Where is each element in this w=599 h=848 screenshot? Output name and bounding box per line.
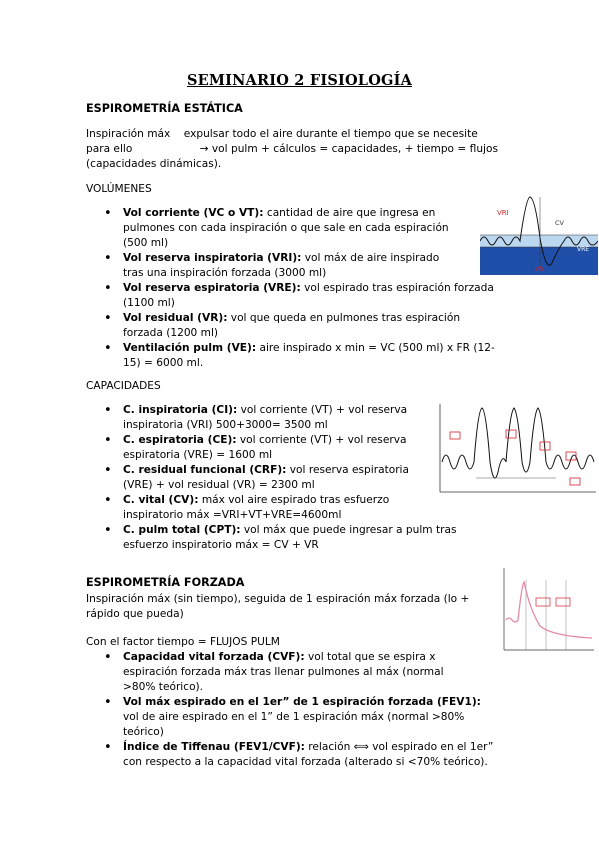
list-item: • Vol corriente (VC o VT): cantidad de aire que ingresa en pulmones con cada inspiración o que sale en cada espiración (500 ml) <box>86 206 516 251</box>
list-item: • Vol máx espirado en el 1er” de 1 espiración forzada (FEV1): vol de aire espirado en el 1” de 1 espiración máx (normal >80% teórico) <box>86 695 506 740</box>
fig1-label-cv: CV <box>555 219 564 227</box>
list-item: • C. residual funcional (CRF): vol reserva espiratoria (VRE) + vol residual (VR) = 2300 ml <box>86 463 436 493</box>
section-heading-forced: ESPIROMETRÍA FORZADA <box>86 576 245 589</box>
list-item: • Índice de Tiffenau (FEV1/CVF): relación ⟺ vol espirado en el 1er” con respecto a la capacidad vital forzada (alterado si <70% teórico). <box>86 740 506 770</box>
list-item: • C. espiratoria (CE): vol corriente (VT) + vol reserva espiratoria (VRE) = 1600 ml <box>86 433 436 463</box>
capacities-label: CAPACIDADES <box>86 380 161 392</box>
factor-line: Con el factor tiempo = FLUJOS PULM <box>86 636 280 648</box>
section-heading-static: ESPIROMETRÍA ESTÁTICA <box>86 102 243 115</box>
list-item: • Vol residual (VR): vol que queda en pulmones tras espiración forzada (1200 ml) <box>86 311 516 341</box>
list-item: • Vol reserva espiratoria (VRE): vol espirado tras espiración forzada (1100 ml) <box>86 281 516 311</box>
forced-intro-line-1: Inspiración máx (sin tiempo), seguida de 1 espiración máx forzada (lo + <box>86 593 470 605</box>
list-item: • C. pulm total (CPT): vol máx que puede ingresar a pulm tras esfuerzo inspiratorio máx = CV + VR <box>86 523 436 553</box>
page-title: SEMINARIO 2 FISIOLOGÍA <box>186 72 413 89</box>
spirometry-volumes-figure <box>480 193 598 275</box>
list-item: • Vol reserva inspiratoria (VRI): vol máx de aire inspirado tras una inspiración forzada (3000 ml) <box>86 251 516 281</box>
intro-line-2: para ello → vol pulm + cálculos = capacidades, + tiempo = flujos <box>86 143 498 155</box>
list-item: • C. inspiratoria (CI): vol corriente (VT) + vol reserva inspiratoria (VRI) 500+3000= 3500 ml <box>86 403 436 433</box>
list-item: • C. vital (CV): máx vol aire espirado tras esfuerzo inspiratorio máx =VRI+VT+VRE=4600ml <box>86 493 436 523</box>
capacities-list <box>86 403 457 553</box>
list-item: • Capacidad vital forzada (CVF): vol total que se espira x espiración forzada máx tras llenar pulmones al máx (normal >80% teórico). <box>86 650 506 695</box>
forced-intro-line-2: rápido que pueda) <box>86 608 184 620</box>
forced-spirometry-figure <box>496 560 598 668</box>
intro-line-3: (capacidades dinámicas). <box>86 158 222 170</box>
fig1-label-vre: VRE <box>577 246 590 253</box>
intro-line-1: Inspiración máx expulsar todo el aire durante el tiempo que se necesite <box>86 128 478 140</box>
volumes-list <box>86 206 516 371</box>
fig1-label-vr: VR <box>535 266 544 273</box>
forced-list <box>86 650 506 770</box>
fig1-label-vri: VRI <box>497 209 509 217</box>
list-item: • Ventilación pulm (VE): aire inspirado x min = VC (500 ml) x FR (12- 15) = 6000 ml. <box>86 341 516 371</box>
spirometry-capacities-figure <box>436 402 598 500</box>
volumes-label: VOLÚMENES <box>86 183 152 195</box>
